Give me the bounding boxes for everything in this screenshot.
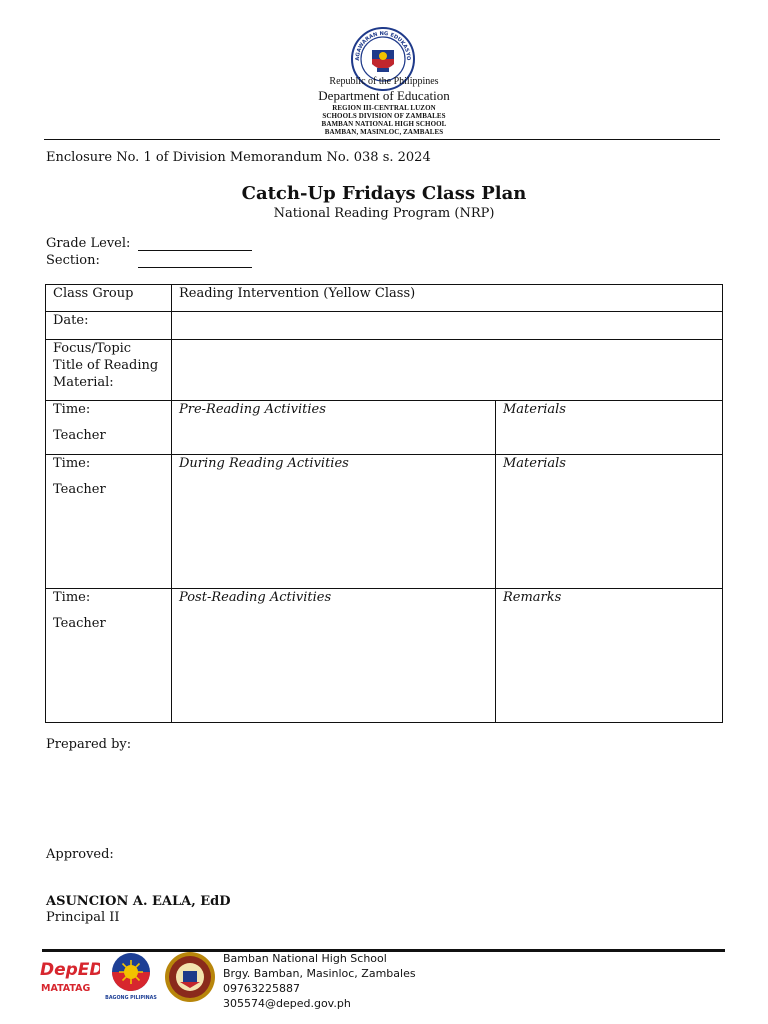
during-reading-cell[interactable]: During Reading Activities xyxy=(172,455,496,589)
grade-level-blank[interactable] xyxy=(138,250,252,251)
focus-label-line: Material: xyxy=(53,375,114,390)
time-teacher-cell xyxy=(46,589,172,723)
header-republic: Republic of the Philippines xyxy=(329,76,439,87)
date-label: Date: xyxy=(46,312,172,340)
pre-reading-cell[interactable]: Pre-Reading Activities xyxy=(172,401,496,455)
section-label: Section: xyxy=(46,253,100,268)
class-plan-table xyxy=(45,284,723,723)
bagong-pilipinas-logo xyxy=(105,951,157,1001)
approver-title: Principal II xyxy=(46,910,120,925)
footer-address: Brgy. Bamban, Masinloc, Zambales xyxy=(223,967,416,980)
table-row xyxy=(46,589,723,723)
header-division: SCHOOLS DIVISION OF ZAMBALES xyxy=(322,112,446,120)
time-teacher-cell xyxy=(46,455,172,589)
teacher-label: Teacher xyxy=(53,428,106,443)
header-school: BAMBAN NATIONAL HIGH SCHOOL xyxy=(321,120,447,128)
materials-cell[interactable]: Materials xyxy=(496,455,723,589)
header-address: BAMBAN, MASINLOC, ZAMBALES xyxy=(324,128,444,136)
grade-level-label: Grade Level: xyxy=(46,236,131,251)
table-row xyxy=(46,312,723,340)
page-title: Catch-Up Fridays Class Plan xyxy=(241,183,527,204)
header-department: Department of Education xyxy=(318,88,450,103)
matatag-logo-text: MATATAG xyxy=(41,983,91,994)
time-teacher-cell xyxy=(46,401,172,455)
teacher-label: Teacher xyxy=(53,616,106,631)
table-row xyxy=(46,401,723,455)
time-label: Time: xyxy=(53,456,91,471)
class-group-label: Class Group xyxy=(46,285,172,312)
post-reading-cell[interactable]: Post-Reading Activities xyxy=(172,589,496,723)
teacher-label: Teacher xyxy=(53,482,106,497)
seal-text: AGAWARAN NG EDUKASYO xyxy=(354,30,412,61)
footer-phone: 09763225887 xyxy=(223,982,300,995)
table-row xyxy=(46,340,723,401)
page-subtitle: National Reading Program (NRP) xyxy=(273,206,495,221)
prepared-by-label: Prepared by: xyxy=(46,737,132,752)
school-seal-logo xyxy=(160,951,220,1003)
remarks-cell[interactable]: Remarks xyxy=(496,589,723,723)
class-group-value: Reading Intervention (Yellow Class) xyxy=(172,285,723,312)
focus-label-line: Focus/Topic xyxy=(53,341,132,356)
deped-logo-text: DepED xyxy=(40,960,100,980)
table-row xyxy=(46,455,723,589)
time-label: Time: xyxy=(53,402,91,417)
approver-name: ASUNCION A. EALA, EdD xyxy=(46,894,231,909)
table-row xyxy=(46,285,723,312)
focus-cell[interactable] xyxy=(172,340,723,401)
deped-matatag-logo xyxy=(38,953,100,997)
footer-email[interactable]: 305574@deped.gov.ph xyxy=(223,997,351,1010)
section-blank[interactable] xyxy=(138,267,252,268)
time-label: Time: xyxy=(53,590,91,605)
footer-contact xyxy=(223,951,416,1011)
materials-cell[interactable]: Materials xyxy=(496,401,723,455)
enclosure-line: Enclosure No. 1 of Division Memorandum No. 038 s. 2024 xyxy=(46,150,431,165)
focus-label-cell xyxy=(46,340,172,401)
approved-label: Approved: xyxy=(46,847,114,862)
bagong-pilipinas-text: BAGONG PILIPINAS xyxy=(105,996,157,1001)
date-cell[interactable] xyxy=(172,312,723,340)
focus-label-line: Title of Reading xyxy=(53,358,159,373)
footer-school-name: Bamban National High School xyxy=(223,952,387,965)
header-region: REGION III-CENTRAL LUZON xyxy=(332,104,436,112)
header-divider xyxy=(44,139,720,140)
